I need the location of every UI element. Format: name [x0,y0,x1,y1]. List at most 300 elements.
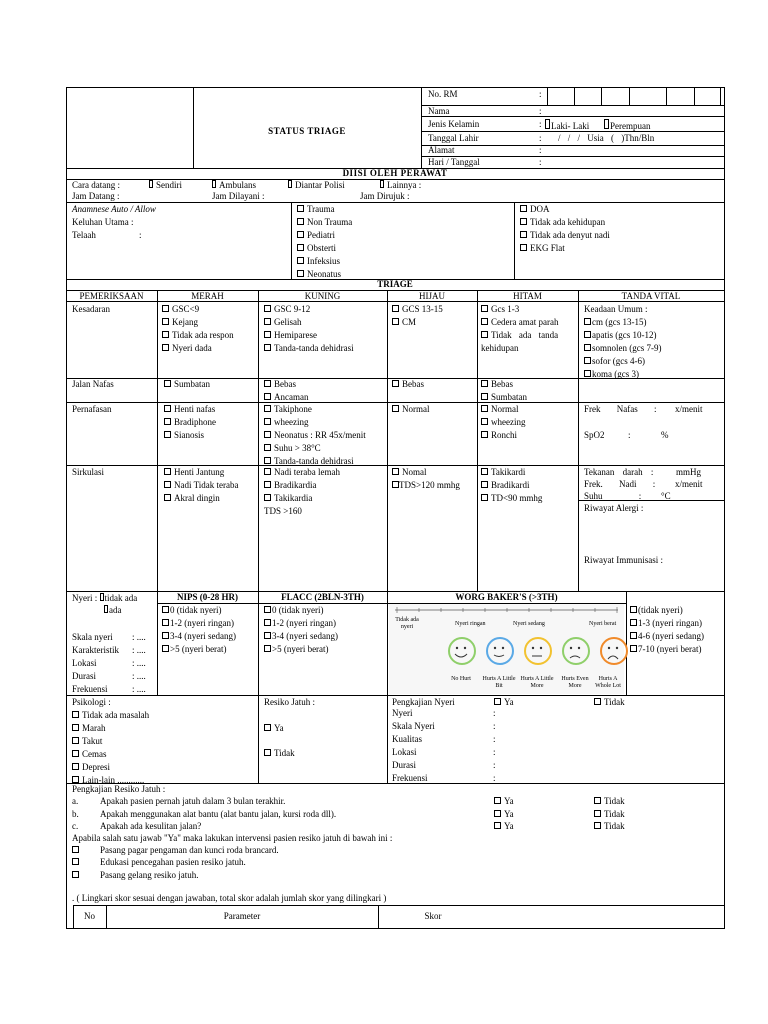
option-label: TDS>120 mmhg [399,480,460,490]
face-label: Hurts A Little Bit [482,676,516,689]
option-label: Gcs 1-3 [491,304,520,314]
option-label: Takiphone [274,404,312,414]
sirkulasi-merah-item[interactable] [164,480,239,491]
nips-option[interactable] [162,644,227,655]
checkbox[interactable] [594,698,601,705]
checkbox[interactable] [604,119,609,129]
option-label: somnolen (gcs 7-9) [592,343,662,353]
cara-datang-lainnya[interactable] [380,180,421,191]
option-label: Ya [504,821,514,831]
resiko-jatuh-title: Pengkajian Resiko Jatuh : [72,784,166,794]
checkbox[interactable] [162,619,169,626]
option-label: Neonatus : RR 45x/menit [274,430,366,440]
checkbox[interactable] [100,593,104,601]
checkbox[interactable] [264,749,271,756]
checkbox[interactable] [630,606,637,613]
checkbox[interactable] [264,457,271,464]
checkbox[interactable] [594,822,601,829]
psikologi-option[interactable] [72,749,107,760]
flacc-option[interactable] [264,605,323,616]
kategori-non-trauma[interactable] [297,217,352,228]
checkbox[interactable] [288,180,292,188]
option-label: 0 (tidak nyeri) [272,605,324,615]
checkbox[interactable] [297,205,304,212]
checkbox[interactable] [297,244,304,251]
option-label: Nyeri dada [172,343,212,353]
checkbox[interactable] [264,431,271,438]
checkbox[interactable] [72,871,79,878]
checkbox[interactable] [264,494,271,501]
pn-row-label: Skala Nyeri [392,721,435,731]
checkbox[interactable] [630,645,637,652]
psikologi-option[interactable] [72,736,102,747]
checkbox[interactable] [392,305,399,312]
face-label: Hurts A Whole Lot [595,676,621,689]
checkbox[interactable] [162,645,169,652]
wong-baker-scale [389,604,624,694]
checkbox[interactable] [264,468,271,475]
checkbox[interactable] [392,468,399,475]
col-merah: MERAH [191,291,224,301]
col-hijau: HIJAU [419,291,445,301]
checkbox[interactable] [494,810,501,817]
checkbox[interactable] [212,180,216,188]
cara-datang-label: Cara datang : [72,180,120,190]
sirkulasi-kuning-item[interactable] [264,493,312,504]
jalan-nafas-hitam-item[interactable] [481,392,527,403]
intervensi-item[interactable] [72,870,82,881]
kesadaran-kuning-item[interactable] [264,343,354,354]
option-label: 1-3 (nyeri ringan) [638,618,702,628]
kesadaran-hitam-item[interactable] [481,317,558,328]
flacc-option[interactable] [264,631,338,642]
checkbox[interactable] [584,357,591,364]
pernafasan-hijau-item[interactable] [392,404,430,415]
row-jalan-nafas-label: Jalan Nafas [72,379,114,389]
nips-option[interactable] [162,631,236,642]
checkbox[interactable] [481,494,488,501]
checkbox[interactable] [162,632,169,639]
checkbox[interactable] [162,318,169,325]
wong-option[interactable] [630,605,683,616]
checkbox[interactable] [162,344,169,351]
checkbox[interactable] [164,380,171,387]
keadaan-umum-label: Keadaan Umum : [584,304,648,314]
pengkajian-nyeri-label: Pengkajian Nyeri [392,697,455,707]
pernafasan-kuning-item[interactable] [264,430,366,441]
option-label: Gelisah [274,317,302,327]
checkbox[interactable] [594,797,601,804]
question-ya[interactable] [494,796,514,807]
question-tidak[interactable] [594,809,625,820]
checkbox[interactable] [72,711,79,718]
checkbox[interactable] [481,431,488,438]
face-label: No Hurt [451,676,471,682]
kesadaran-merah-item[interactable] [162,304,199,315]
checkbox[interactable] [297,257,304,264]
psikologi-option[interactable] [72,723,106,734]
checkbox[interactable] [392,380,399,387]
lokasi-label: Lokasi [72,658,97,668]
option-label: Perempuan [610,121,651,131]
checkbox[interactable] [520,205,527,212]
jalan-nafas-kuning-item[interactable] [264,379,296,390]
keadaan-umum-item[interactable] [584,343,662,354]
nips-option[interactable] [162,618,234,629]
checkbox[interactable] [630,619,637,626]
checkbox[interactable] [545,119,550,129]
option-label: Pediatri [307,230,335,240]
tekanan-darah-unit: mmHg [676,467,702,477]
option-label: Tidak [274,748,295,758]
face-label: Hurts Even More [561,676,589,689]
checkbox[interactable] [264,393,271,400]
hari-tanggal-label: Hari / Tanggal [428,157,480,167]
option-label: Tidak ada denyut nadi [530,230,610,240]
option-label: Normal [491,404,519,414]
tanggal-lahir-label: Tanggal Lahir [428,133,479,143]
option-label: Akral dingin [174,493,220,503]
checkbox[interactable] [264,632,271,639]
checkbox[interactable] [162,606,169,613]
alamat-label: Alamat [428,145,455,155]
flacc-title: FLACC (2BLN-3TH) [281,592,364,602]
wong-option[interactable] [630,644,701,655]
dots: : .... [132,645,146,655]
checkbox[interactable] [520,231,527,238]
checkbox[interactable] [392,481,399,488]
checkbox[interactable] [264,418,271,425]
checkbox[interactable] [594,810,601,817]
option-label: Infeksius [307,256,340,266]
skor-col-parameter: Parameter [223,911,261,921]
checkbox[interactable] [72,763,79,770]
checkbox[interactable] [164,431,171,438]
question-ya[interactable] [494,809,514,820]
sirkulasi-kuning-item[interactable] [264,480,316,491]
checkbox[interactable] [264,405,271,412]
checkbox[interactable] [494,797,501,804]
option-label: Tidak ada kehidupan [530,217,606,227]
checkbox[interactable] [481,331,488,338]
jam-dirujuk-label: Jam Dirujuk : [360,191,410,201]
jalan-nafas-hitam-item[interactable] [481,379,513,390]
kategori-infeksius[interactable] [297,256,340,267]
row-kesadaran-label: Kesadaran [72,304,110,314]
intervensi-text: Edukasi pencegahan pasien resiko jatuh. [100,857,246,867]
checkbox[interactable] [297,218,304,225]
checkbox[interactable] [162,305,169,312]
option-label: Nadi teraba lemah [274,467,340,477]
option-label: TD<90 mmhg [491,493,543,503]
row-pernafasan-label: Pernafasan [72,404,112,414]
option-label: tidak ada [104,593,138,603]
sirkulasi-hitam-item[interactable] [481,493,542,504]
checkbox[interactable] [481,481,488,488]
checkbox[interactable] [264,645,271,652]
checkbox[interactable] [162,331,169,338]
sirkulasi-hijau-item[interactable] [392,480,460,491]
kategori-pediatri[interactable] [297,230,335,241]
option-label: Sianosis [174,430,205,440]
flacc-option[interactable] [264,644,329,655]
checkbox[interactable] [481,305,488,312]
karakteristik-label: Karakteristik [72,645,119,655]
frek-nafas-label: Frek Nafas : [584,404,657,414]
wong-option[interactable] [630,631,704,642]
kesadaran-kuning-item[interactable] [264,317,302,328]
doa-ekg-flat[interactable] [520,243,565,254]
intervensi-instruction: Apabila salah satu jawab "Ya" maka lakukan intervensi pasien resiko jatuh di bawah ini : [72,833,393,843]
resiko-jatuh-tidak[interactable] [264,748,295,759]
checkbox[interactable] [481,380,488,387]
option-label: Laki- Laki [551,121,590,131]
intervensi-item[interactable] [72,857,82,868]
skor-col-no: No [84,911,95,921]
wong-baker-title: WORG BAKER'S (>3TH) [455,592,558,602]
checkbox[interactable] [164,418,171,425]
jam-datang-label: Jam Datang : [72,191,120,201]
colon: : [539,89,542,99]
intervensi-item[interactable] [72,845,82,856]
dots: : .... [132,671,146,681]
option-label: >5 (nyeri berat) [272,644,329,654]
option-label: Ya [504,809,514,819]
perawat-title: DIISI OLEH PERAWAT [342,168,448,178]
checkbox[interactable] [297,231,304,238]
option-label: Sendiri [156,180,182,190]
checkbox[interactable] [72,724,79,731]
option-label: Henti Jantung [174,467,225,477]
intervensi-text: Pasang gelang resiko jatuh. [100,870,199,880]
checkbox[interactable] [264,380,271,387]
sirkulasi-hijau-item[interactable] [392,467,427,478]
checkbox[interactable] [164,468,171,475]
cara-datang-sendiri[interactable] [149,180,182,191]
sirkulasi-merah-item[interactable] [164,493,220,504]
checkbox[interactable] [164,481,171,488]
option-label: Takut [82,736,103,746]
question-ya[interactable] [494,821,514,832]
checkbox[interactable] [264,619,271,626]
kategori-obsterti[interactable] [297,243,336,254]
checkbox[interactable] [72,750,79,757]
cara-datang-polisi[interactable] [288,180,345,191]
spo2-label: SpO2 [584,430,605,440]
question-number: b. [72,809,79,819]
checkbox[interactable] [584,318,591,325]
option-label: Depresi [82,762,110,772]
pernafasan-merah-item[interactable] [164,417,216,428]
col-kuning: KUNING [304,291,341,301]
psikologi-option[interactable] [72,710,149,721]
kesadaran-merah-item[interactable] [162,317,198,328]
doa-option[interactable] [520,204,550,215]
checkbox[interactable] [520,218,527,225]
checkbox[interactable] [584,344,591,351]
checkbox[interactable] [481,468,488,475]
checkbox[interactable] [481,393,488,400]
resiko-jatuh-ya[interactable] [264,723,284,734]
checkbox[interactable] [392,405,399,412]
question-number: a. [72,796,79,806]
kesadaran-kuning-item[interactable] [264,330,317,341]
checkbox[interactable] [494,698,501,705]
suhu-label: Suhu : [584,491,642,501]
question-tidak[interactable] [594,796,625,807]
checkbox[interactable] [380,180,384,188]
gender-male-option[interactable] [545,119,589,132]
checkbox[interactable] [264,318,271,325]
kesadaran-hitam-item[interactable] [481,330,558,341]
checkbox[interactable] [264,724,271,731]
sirkulasi-hitam-item[interactable] [481,467,525,478]
colon: : [493,708,496,718]
checkbox[interactable] [72,846,79,853]
checkbox[interactable] [264,606,271,613]
option-label: Cemas [82,749,107,759]
checkbox[interactable] [520,244,527,251]
jalan-nafas-kuning-item[interactable] [264,392,308,403]
checkbox[interactable] [584,370,591,377]
option-label: Tidak [604,697,625,707]
pernafasan-kuning-item[interactable] [264,417,308,428]
cara-datang-ambulans[interactable] [212,180,256,191]
checkbox[interactable] [264,481,271,488]
option-label: Ya [504,796,514,806]
nyeri-ada-option[interactable] [104,605,122,616]
colon: : [539,133,542,143]
keadaan-umum-item[interactable] [584,356,645,367]
option-label: koma (gcs 3) [592,369,639,379]
doa-tidak-ada-kehidupan[interactable] [520,217,605,228]
pernafasan-hitam-item[interactable] [481,417,525,428]
nama-field[interactable] [547,106,722,116]
kesadaran-hitam-item[interactable] [481,304,519,315]
checkbox[interactable] [72,858,79,865]
pernafasan-hitam-item[interactable] [481,430,517,441]
spo2-colon: : [628,430,631,440]
sirkulasi-kuning-item[interactable] [264,467,340,478]
kategori-trauma[interactable] [297,204,335,215]
keadaan-umum-item[interactable] [584,317,646,328]
pn-row-label: Nyeri [392,708,413,718]
option-label: Marah [82,723,106,733]
option-label: 7-10 (nyeri berat) [638,644,702,654]
option-label: >5 (nyeri berat) [170,644,227,654]
pernafasan-kuning-item[interactable] [264,404,312,415]
kesadaran-hijau-item[interactable] [392,317,416,328]
no-rm-boxes[interactable] [547,87,721,105]
checkbox[interactable] [264,305,271,312]
frek-nadi-unit: x/menit [675,479,703,489]
checkbox[interactable] [164,494,171,501]
wong-option[interactable] [630,618,702,629]
colon: : [539,145,542,155]
option-label: sofor (gcs 4-6) [592,356,645,366]
pengkajian-nyeri-ya[interactable] [494,697,514,708]
intervensi-text: Pasang pagar pengaman dan kunci roda brancard. [100,845,279,855]
jalan-nafas-hijau-item[interactable] [392,379,424,390]
option-label: Bradikardi [491,480,530,490]
checkbox[interactable] [481,405,488,412]
checkbox[interactable] [72,737,79,744]
option-label: Ya [274,723,284,733]
checkbox[interactable] [481,418,488,425]
kesadaran-merah-item[interactable] [162,343,212,354]
pernafasan-hitam-item[interactable] [481,404,519,415]
option-label: Sumbatan [174,379,210,389]
checkbox[interactable] [104,605,108,613]
checkbox[interactable] [149,180,153,188]
pn-row-label: Frekuensi [392,773,428,783]
doa-tidak-ada-denyut[interactable] [520,230,610,241]
pernafasan-merah-item[interactable] [164,404,215,415]
checkbox[interactable] [297,270,304,277]
pernafasan-kuning-item[interactable] [264,456,354,467]
pengkajian-nyeri-tidak[interactable] [594,697,625,708]
gender-female-option[interactable] [604,119,651,132]
option-label: Tanda-tanda dehidrasi [274,343,354,353]
question-tidak[interactable] [594,821,625,832]
no-rm-label: No. RM [428,89,458,99]
kesadaran-merah-item[interactable] [162,330,234,341]
jalan-nafas-merah-item[interactable] [164,379,210,390]
option-label: GCS 13-15 [402,304,443,314]
pernafasan-kuning-item[interactable] [264,443,321,454]
option-label: Neonatus [307,269,341,279]
checkbox[interactable] [164,405,171,412]
tanggal-lahir-field[interactable]: / / / Usia ( )Thn/Bln [558,133,655,143]
checkbox[interactable] [72,776,79,783]
option-label: Henti nafas [174,404,216,414]
option-label: (tidak nyeri) [638,605,683,615]
face-label: Hurts A Little More [520,676,554,689]
keadaan-umum-item[interactable] [584,369,639,380]
jenis-kelamin-label: Jenis Kelamin [428,119,480,129]
checkbox[interactable] [392,318,399,325]
sirkulasi-merah-item[interactable] [164,467,224,478]
option-label: cm (gcs 13-15) [592,317,647,327]
checkbox[interactable] [264,344,271,351]
scale-label: Nyeri sedang [513,621,545,627]
kesadaran-hijau-item[interactable] [392,304,443,315]
question-text: Apakah pasien pernah jatuh dalam 3 bulan terakhir. [100,796,286,806]
checkbox[interactable] [481,318,488,325]
checkbox[interactable] [584,331,591,338]
nips-option[interactable] [162,605,221,616]
pernafasan-merah-item[interactable] [164,430,204,441]
psikologi-option[interactable] [72,762,110,773]
checkbox[interactable] [494,822,501,829]
keadaan-umum-item[interactable] [584,330,656,341]
checkbox[interactable] [264,444,271,451]
option-label: Trauma [307,204,335,214]
kesadaran-kuning-item[interactable] [264,304,310,315]
nyeri-label-text: Nyeri : [72,593,98,603]
option-label: Nadi Tidak teraba [174,480,239,490]
flacc-option[interactable] [264,618,336,629]
option-label: Bradiphone [174,417,216,427]
checkbox[interactable] [630,632,637,639]
option-label: 3-4 (nyeri sedang) [272,631,338,641]
option-label: Bebas [491,379,513,389]
checkbox[interactable] [264,331,271,338]
sirkulasi-hitam-item[interactable] [481,480,530,491]
option-label: Ancaman [274,392,309,402]
col-pemeriksaan: PEMERIKSAAN [79,291,144,301]
option-label: ada [109,605,122,615]
